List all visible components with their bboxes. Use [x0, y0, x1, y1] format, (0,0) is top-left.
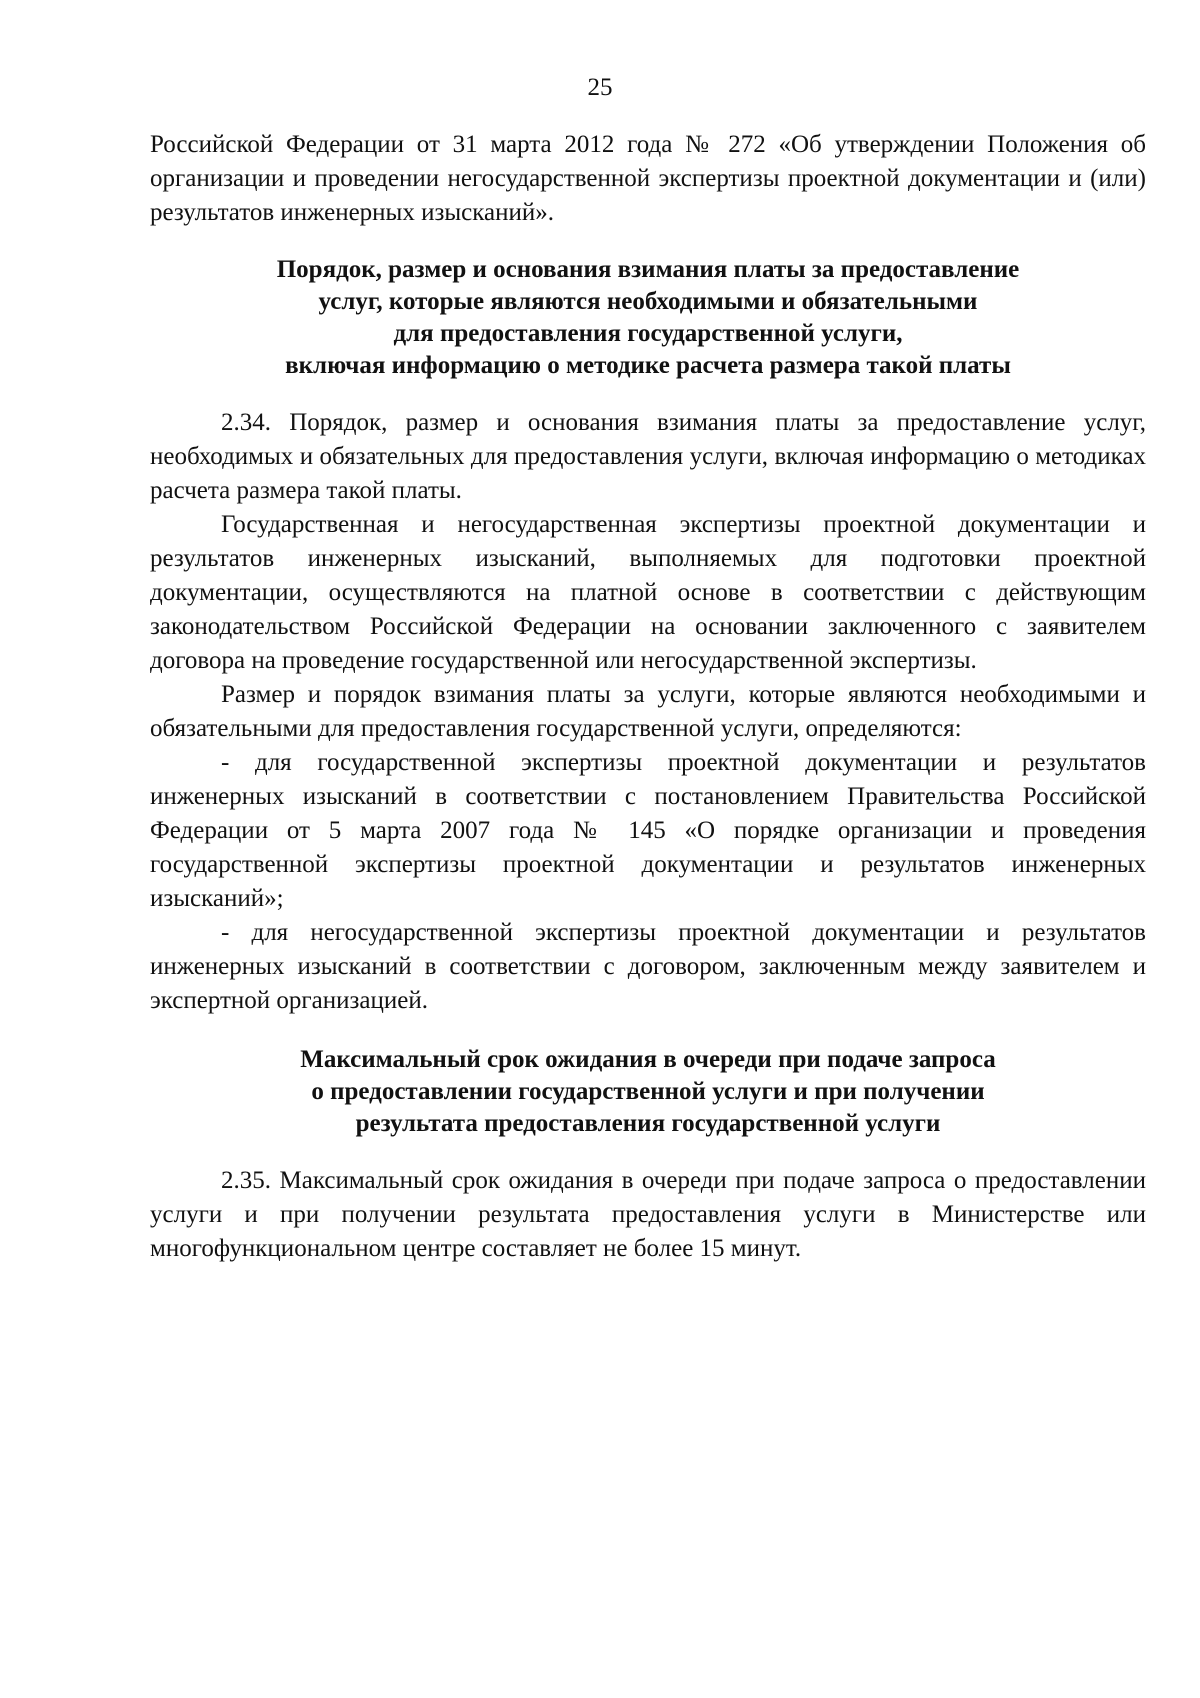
document-body — [150, 128, 1146, 1266]
paragraph-expertise-payment: Государственная и негосударственная экспертизы проектной документации и результатов инженерных изысканий, выполняемых для подготовки проектной документации, осуществляются на платной основе в соответствии с действующим законодательством Российской Федерации на основании заключенного с заявителем договора на проведение государственной или негосударственной экспертизы. — [150, 511, 1146, 674]
list-item-state-expertise: - для государственной экспертизы проектной документации и результатов инженерных изысканий в соответствии с постановлением Правительства Российской Федерации от 5 марта 2007 года № 145 «О порядке организации и проведения государственной экспертизы проектной документации и результатов инженерных изысканий»; — [150, 749, 1146, 912]
heading-line: результата предоставления государственной услуги — [355, 1110, 941, 1137]
heading-line: Максимальный срок ожидания в очереди при подаче запроса — [300, 1046, 996, 1073]
intro-paragraph: Российской Федерации от 31 марта 2012 года № 272 «Об утверждении Положения об организации и проведении негосударственной экспертизы проектной документации и (или) результатов инженерных изысканий». — [150, 131, 1146, 226]
heading-line: включая информацию о методике расчета размера такой платы — [285, 352, 1011, 379]
section-heading-fees — [150, 254, 1146, 382]
paragraph-fee-determination: Размер и порядок взимания платы за услуги, которые являются необходимыми и обязательными для предоставления государственной услуги, определяются: — [150, 681, 1146, 742]
page-number: 25 — [587, 74, 613, 101]
section-heading-queue-time — [150, 1044, 1146, 1140]
heading-line: услуг, которые являются необходимыми и обязательными — [318, 288, 978, 315]
heading-line: Порядок, размер и основания взимания платы за предоставление — [276, 256, 1020, 283]
heading-line: о предоставлении государственной услуги и при получении — [311, 1078, 985, 1105]
paragraph-2-35: 2.35. Максимальный срок ожидания в очереди при подаче запроса о предоставлении услуги и при получении результата предоставления услуги в Министерстве или многофункциональном центре составляет не более 15 минут. — [150, 1167, 1146, 1262]
heading-line: для предоставления государственной услуги, — [393, 320, 903, 347]
paragraph-2-34: 2.34. Порядок, размер и основания взимания платы за предоставление услуг, необходимых и обязательных для предоставления услуги, включая информацию о методиках расчета размера такой платы. — [150, 409, 1146, 504]
list-item-nonstate-expertise: - для негосударственной экспертизы проектной документации и результатов инженерных изысканий в соответствии с договором, заключенным между заявителем и экспертной организацией. — [150, 919, 1146, 1014]
